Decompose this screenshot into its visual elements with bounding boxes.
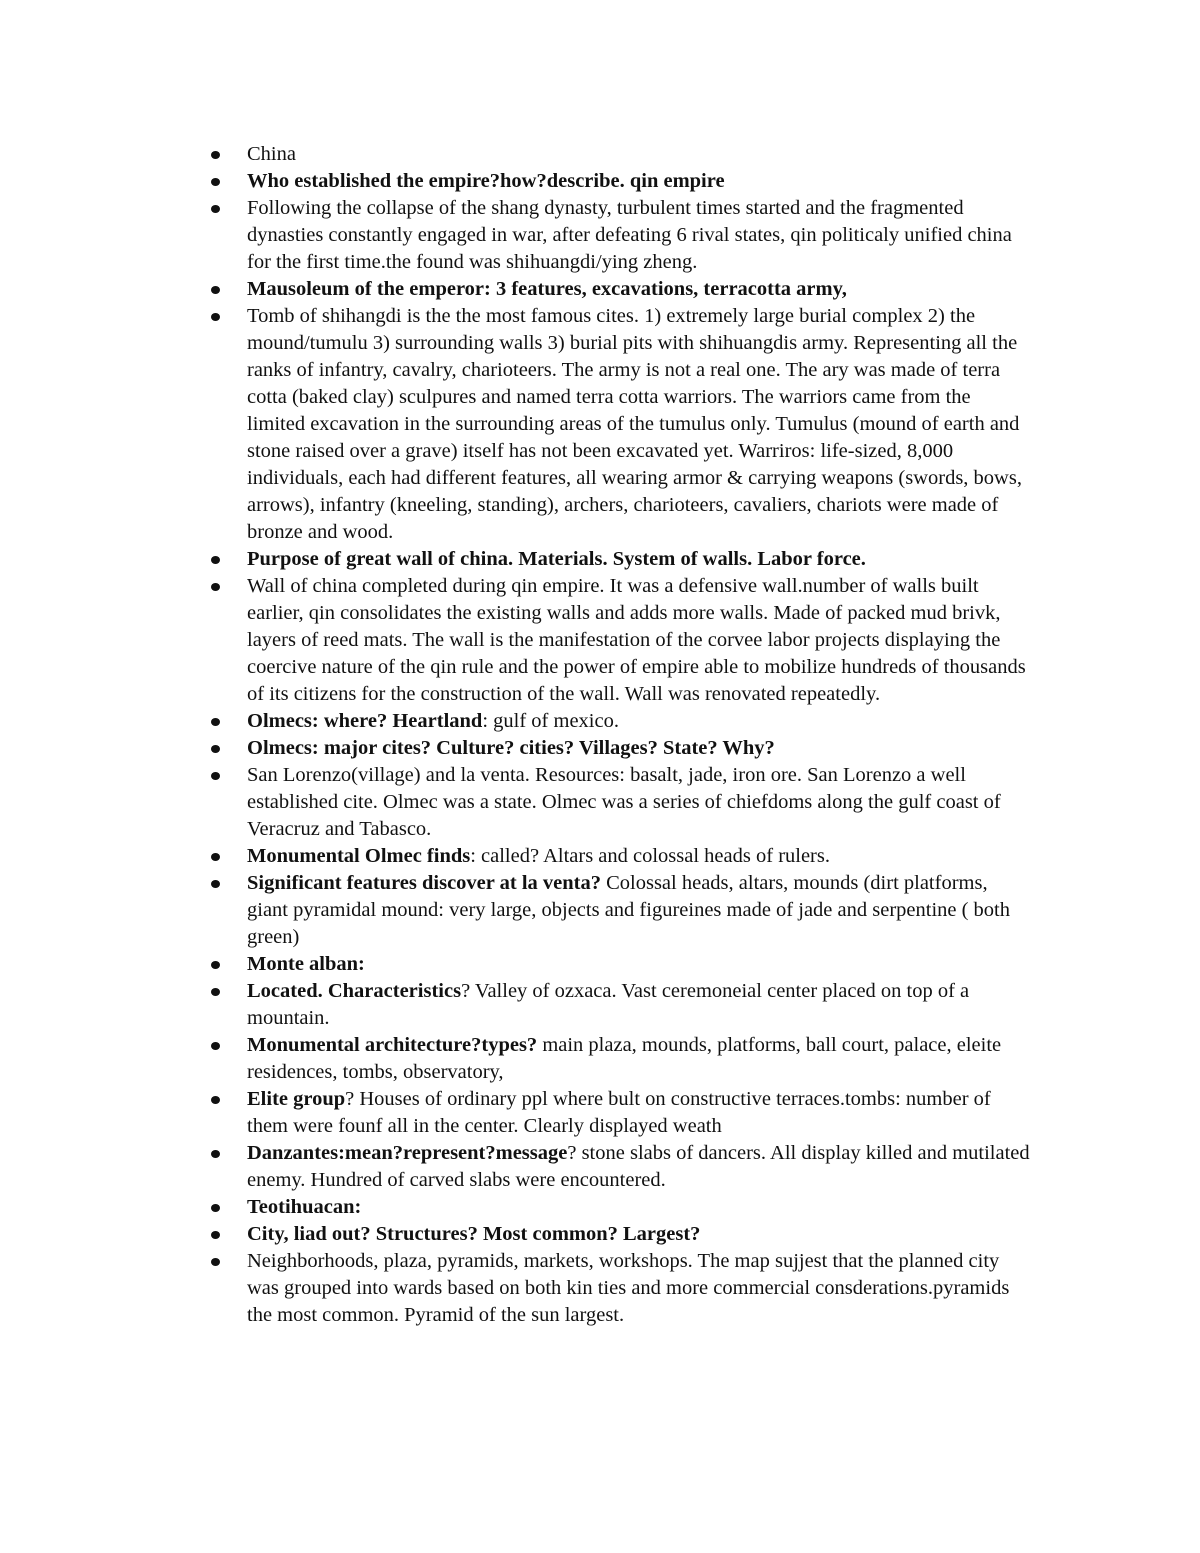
bullet-icon	[211, 988, 220, 996]
item-bold-text: Mausoleum of the emperor: 3 features, excavations, terracotta army,	[247, 278, 847, 300]
list-item	[210, 546, 1030, 573]
bullet-icon	[211, 718, 220, 726]
list-item	[210, 573, 1030, 708]
notes-list	[210, 141, 1030, 1329]
item-bold-text: Significant features discover at la venta?	[247, 872, 601, 894]
item-bold-text: Olmecs: where? Heartland	[247, 710, 483, 732]
bullet-icon	[211, 313, 220, 321]
list-item	[210, 1140, 1030, 1194]
bullet-icon	[211, 1258, 220, 1266]
item-bold-text: Monumental Olmec finds	[247, 845, 471, 867]
list-item	[210, 1248, 1030, 1329]
list-item	[210, 1086, 1030, 1140]
item-bold-text: Monte alban:	[247, 953, 365, 975]
item-text: ? Houses of ordinary ppl where bult on constructive terraces.tombs: number of them were founf all in the center. Clearly displayed weath	[247, 1088, 991, 1137]
list-item	[210, 735, 1030, 762]
item-text: Neighborhoods, plaza, pyramids, markets, workshops. The map sujjest that the planned city was grouped into wards based on both kin ties and more commercial consderations.pyramids the most common. Pyramid of the sun largest.	[247, 1250, 1010, 1326]
bullet-icon	[211, 1204, 220, 1212]
item-bold-text: Monumental architecture?types?	[247, 1034, 538, 1056]
list-item	[210, 708, 1030, 735]
item-bold-text: Elite group	[247, 1088, 346, 1110]
item-bold-text: Danzantes:mean?represent?message	[247, 1142, 568, 1164]
item-bold-text: City, liad out? Structures? Most common? Largest?	[247, 1223, 701, 1245]
list-item	[210, 1194, 1030, 1221]
bullet-icon	[211, 772, 220, 780]
item-text: San Lorenzo(village) and la venta. Resources: basalt, jade, iron ore. San Lorenzo a well established cite. Olmec was a state. Olmec was a series of chiefdoms along the gulf coast of Veracruz and Tabasco.	[247, 764, 1001, 840]
bullet-icon	[211, 1231, 220, 1239]
bullet-icon	[211, 1150, 220, 1158]
item-bold-text: Who established the empire?how?describe. qin empire	[247, 170, 725, 192]
list-item	[210, 870, 1030, 951]
list-item	[210, 1221, 1030, 1248]
item-bold-text: Purpose of great wall of china. Materials. System of walls. Labor force.	[247, 548, 866, 570]
bullet-icon	[211, 853, 220, 861]
bullet-icon	[211, 583, 220, 591]
item-text: main plaza, mounds, platforms, ball court, palace, eleite residences, tombs, observatory,	[247, 1034, 1002, 1083]
list-item	[210, 141, 1030, 168]
item-text: ? stone slabs of dancers. All display killed and mutilated enemy. Hundred of carved slabs were encountered.	[247, 1142, 1030, 1191]
bullet-icon	[211, 880, 220, 888]
bullet-icon	[211, 1042, 220, 1050]
list-item	[210, 195, 1030, 276]
item-bold-text: Teotihuacan:	[247, 1196, 362, 1218]
bullet-icon	[211, 286, 220, 294]
list-item	[210, 762, 1030, 843]
list-item	[210, 978, 1030, 1032]
item-text: Tomb of shihangdi is the the most famous cites. 1) extremely large burial complex 2) the mound/tumulu 3) surrounding walls 3) burial pits with shihuangdis army. Representing all the ranks of infantry, cavalry, charioteers. The army is not a real one. The ary was made of terra cotta (baked clay) sculpures and named terra cotta warriors. The warriors came from the limited excavation in the surrounding areas of the tumulus only. Tumulus (mound of earth and stone raised over a grave) itself has not been excavated yet. Warriros: life-sized, 8,000 individuals, each had different features, all wearing armor & carrying weapons (swords, bows, arrows), infantry (kneeling, standing), archers, charioteers, cavaliers, chariots were made of bronze and wood.	[247, 305, 1022, 543]
item-bold-text: Located. Characteristics	[247, 980, 462, 1002]
bullet-icon	[211, 205, 220, 213]
bullet-icon	[211, 1096, 220, 1104]
list-item	[210, 951, 1030, 978]
item-text: Following the collapse of the shang dynasty, turbulent times started and the fragmented dynasties constantly engaged in war, after defeating 6 rival states, qin politicaly unified china for the first time.the found was shihuangdi/ying zheng.	[247, 197, 1012, 273]
list-item	[210, 1032, 1030, 1086]
item-text: Wall of china completed during qin empire. It was a defensive wall.number of walls built earlier, qin consolidates the existing walls and adds more walls. Made of packed mud brivk, layers of reed mats. The wall is the manifestation of the corvee labor projects displaying the coercive nature of the qin rule and the power of empire able to mobilize hundreds of thousands of its citizens for the construction of the wall. Wall was renovated repeatedly.	[247, 575, 1026, 705]
item-text: Colossal heads, altars, mounds (dirt platforms, giant pyramidal mound: very large, objects and figureines made of jade and serpentine ( both green)	[247, 872, 1011, 948]
bullet-icon	[211, 745, 220, 753]
item-text: : gulf of mexico.	[482, 710, 619, 732]
list-item	[210, 843, 1030, 870]
list-item	[210, 168, 1030, 195]
item-text: China	[247, 143, 296, 165]
list-item	[210, 276, 1030, 303]
bullet-icon	[211, 178, 220, 186]
item-text: : called? Altars and colossal heads of rulers.	[470, 845, 830, 867]
bullet-icon	[211, 961, 220, 969]
item-bold-text: Olmecs: major cites? Culture? cities? Villages? State? Why?	[247, 737, 775, 759]
list-item	[210, 303, 1030, 546]
bullet-icon	[211, 151, 220, 159]
item-text: ? Valley of ozxaca. Vast ceremoneial center placed on top of a mountain.	[247, 980, 970, 1029]
bullet-icon	[211, 556, 220, 564]
